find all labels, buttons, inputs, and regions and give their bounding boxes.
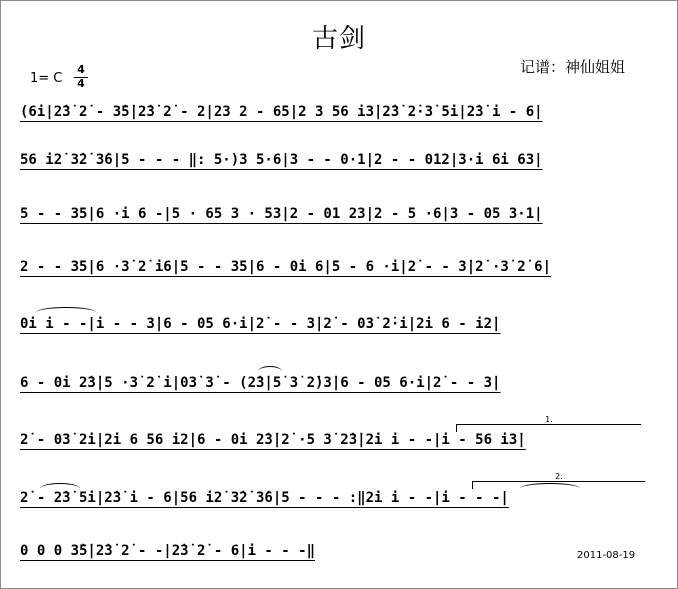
time-signature-numerator: 4 — [74, 64, 88, 78]
volta-label: 2. — [555, 472, 563, 481]
transcriber-credit: 记谱：神仙姐姐 — [520, 58, 626, 76]
score-line-8: 2̇ - 2̇3̇ 5̇i|2̇3̇ i - 6|56 i2̇ 3̇2̇ 3̇6|5 - - - :‖2̇i i - -|i - - -| — [20, 490, 509, 506]
time-signature — [74, 64, 88, 90]
tie-slur — [258, 366, 282, 377]
tie-slur — [36, 307, 96, 318]
volta-label: 1. — [545, 415, 553, 424]
score-line-5: 0i i - -|i - - 3̇|6 - 05 6·i|2̇ - - 3̇|2̇ - 03̇ 2̇·i|2̇i 6 - i2̇| — [20, 316, 501, 332]
time-signature-denominator: 4 — [77, 77, 85, 90]
score-line-2: 56 i2̇ 3̇2̇ 3̇6|5 - - - ‖: 5·)3 5·6|3 - - 0·1|2 - - 012|3·i 6i 63| — [20, 152, 543, 168]
score-line-9: 0 0 0 3̇5̇|2̇3̇ 2̇ - -|2̇3̇ 2̇ - 6|i - - -‖ — [20, 543, 316, 559]
score-line-1: (6i|2̇3̇ 2̇ - 3̇5̇|2̇3̇ 2̇ - 2|23 2 - 65|2 3 56 i3̇|2̇3̇ 2̇·3̇ 5̇i|2̇3̇ i - 6| — [20, 104, 543, 120]
score-line-6: 6 - 0i 2̇3̇|5 ·3̇ 2̇ i|03̇ 3̇ - (2̇3̇|5̇ 3̇ 2̇)3̇|6 - 05 6·i|2̇ - - 3̇| — [20, 375, 501, 391]
score-line-4: 2 - - 35|6 ·3̇ 2̇ i6|5 - - 35|6 - 0i 6|5 - 6 ·i|2̇ - - 3̇|2̇ ·3̇ 2̇ 6| — [20, 259, 552, 275]
score-line-7: 2̇ - 03̇ 2̇i|2̇i 6 56 i2̇|6 - 0i 2̇3̇|2̇ ·5 3̇ 2̇3̇|2̇i i - -|i - 56 i3̇| — [20, 432, 526, 448]
song-title: 古剑 — [311, 24, 366, 54]
tie-slur — [40, 483, 80, 494]
volta-bracket-second-ending — [472, 472, 645, 489]
volta-bracket-first-ending — [456, 415, 641, 432]
key-signature: 1= C — [30, 71, 63, 86]
date-stamp: 2011-08-19 — [577, 550, 636, 561]
score-line-3: 5 - - 35|6 ·i 6 -|5 · 65 3 · 53|2 - 01 23|2 - 5 ·6|3 - 05 3·1| — [20, 206, 543, 222]
